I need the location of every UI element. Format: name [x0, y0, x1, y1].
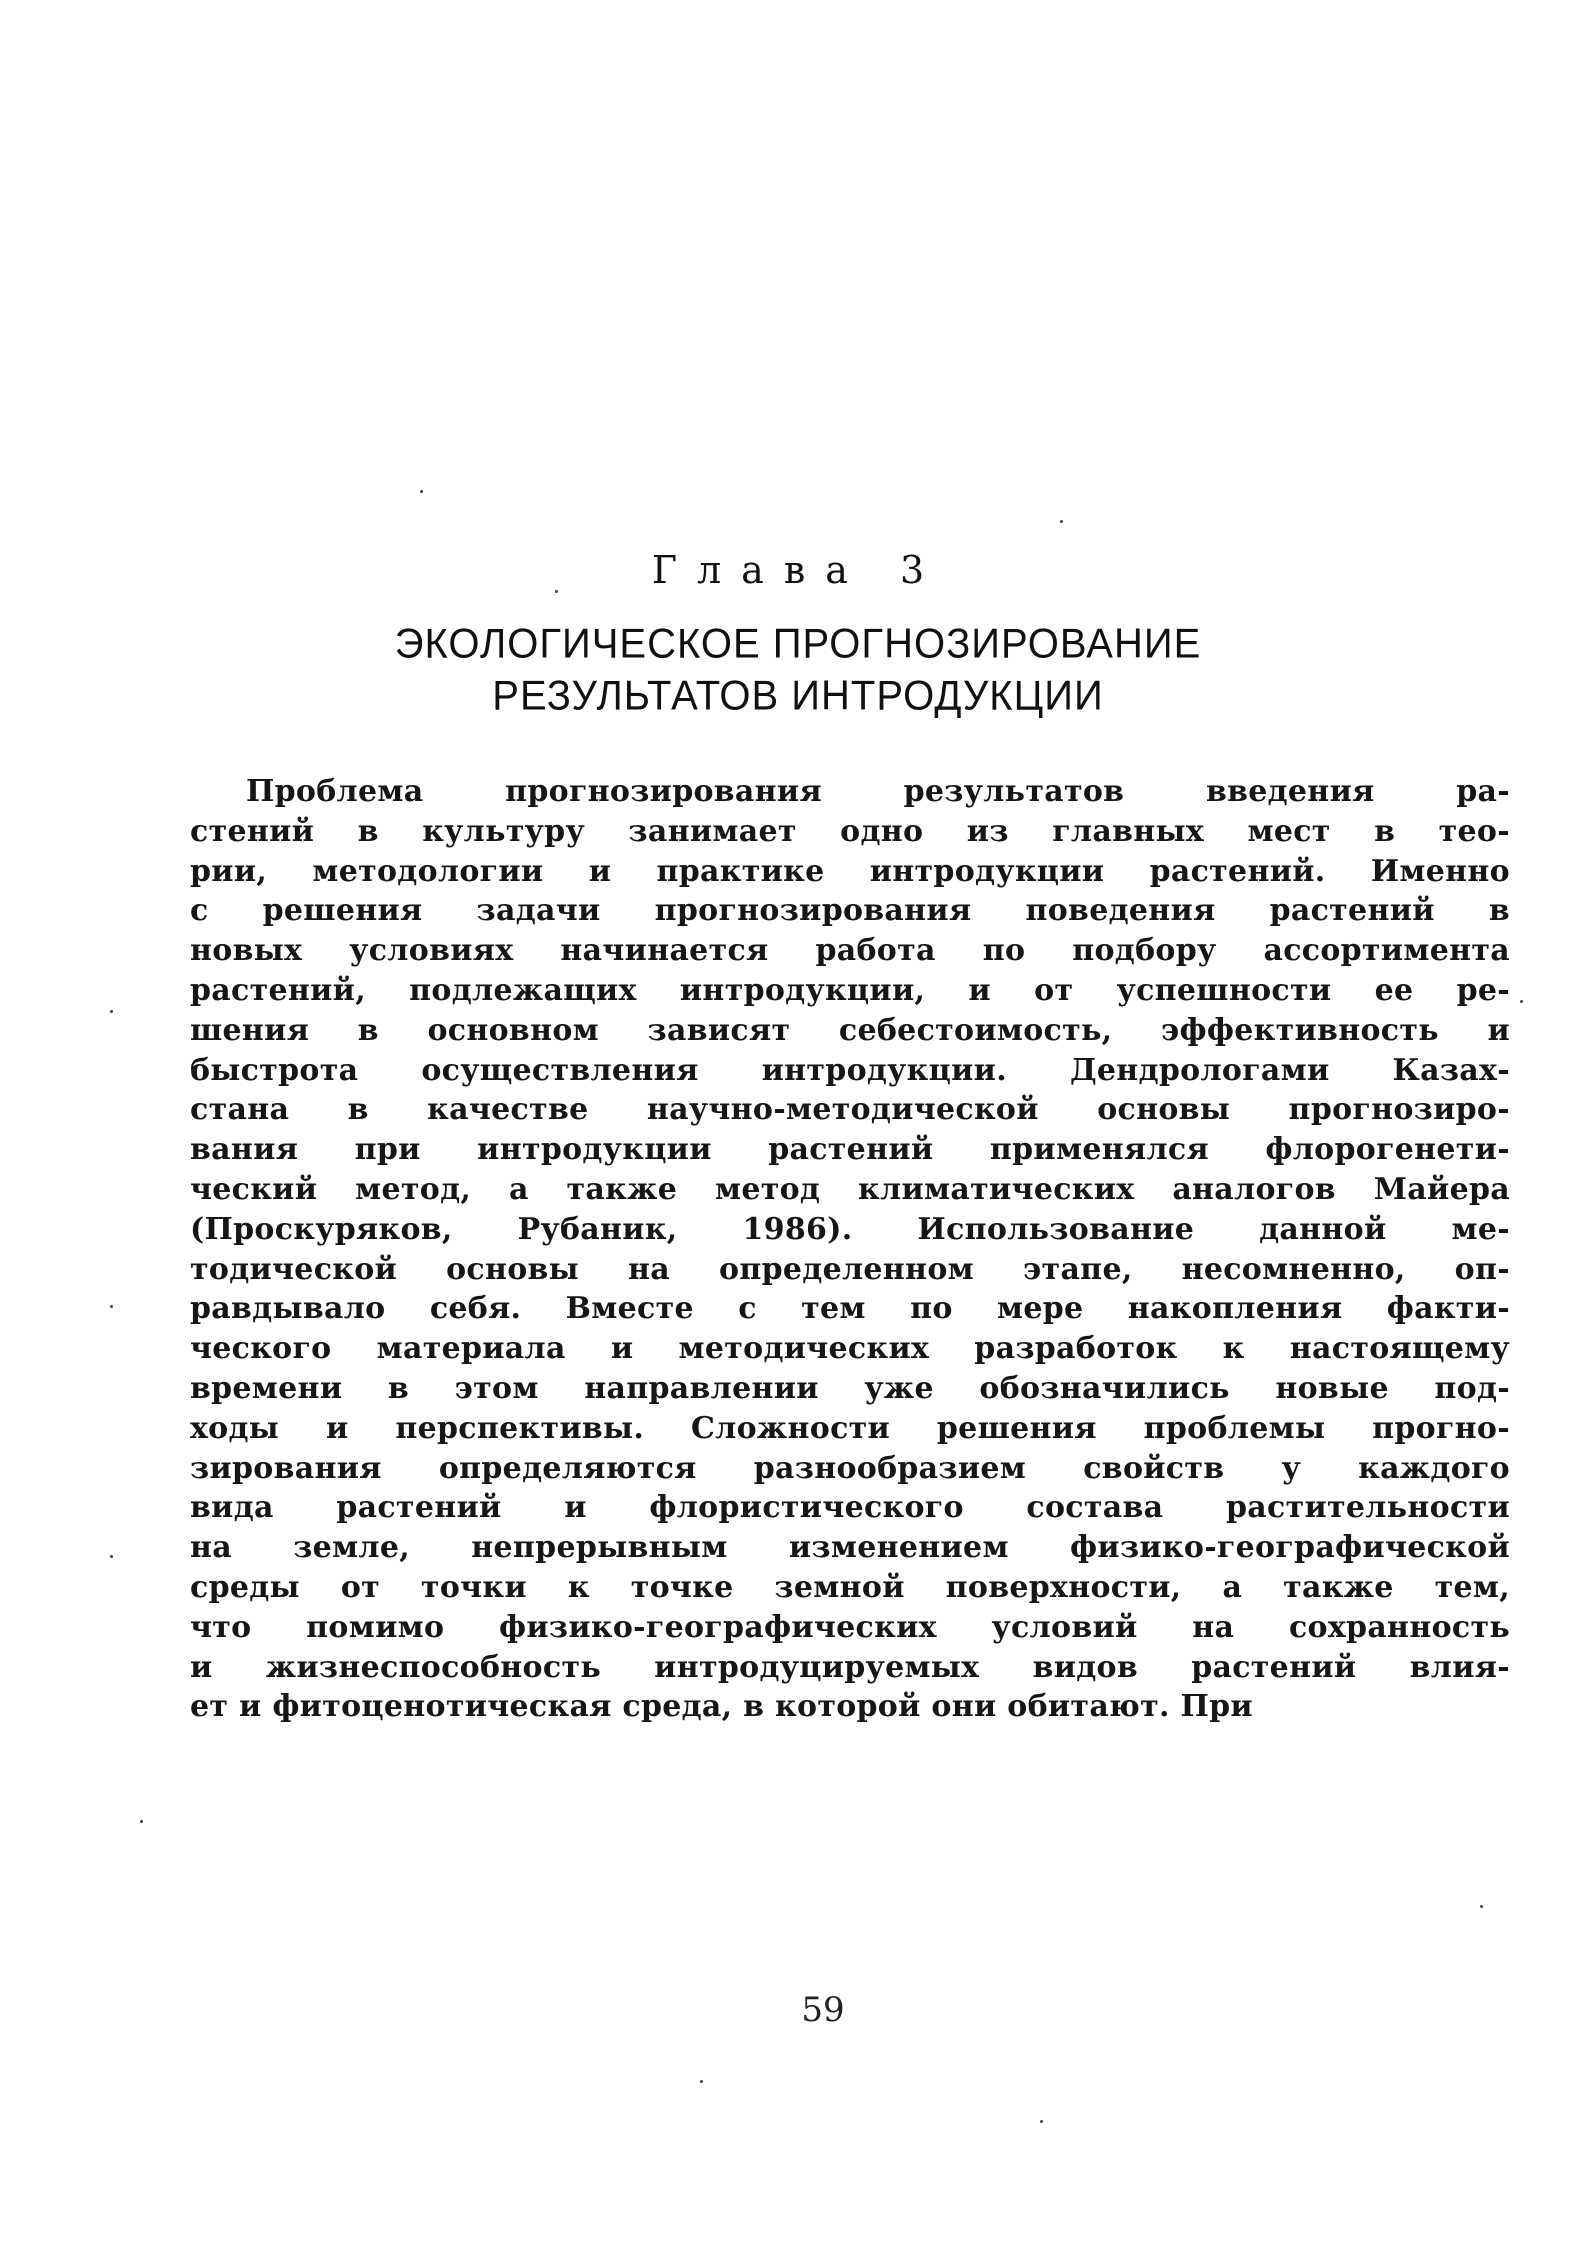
text-line: стана в качестве научно-методической основы прогнозиро-: [190, 1092, 1510, 1128]
text-line: что помимо физико-географических условий на сохранность: [190, 1609, 1510, 1645]
chapter-heading: Глава 3: [651, 548, 945, 592]
scan-speck: [700, 2080, 703, 2083]
text-line: рии, методологии и практике интродукции растений. Именно: [190, 853, 1510, 889]
text-line: растений, подлежащих интродукции, и от успешности ее ре-: [190, 972, 1510, 1008]
text-line: ходы и перспективы. Сложности решения проблемы прогно-: [190, 1410, 1510, 1446]
scan-speck: [1520, 1000, 1523, 1003]
text-line: шения в основном зависят себестоимость, эффективность и: [190, 1012, 1510, 1048]
text-line: новых условиях начинается работа по подбору ассортимента: [190, 933, 1510, 969]
text-line: времени в этом направлении уже обозначились новые под-: [190, 1370, 1510, 1406]
scan-speck: [420, 490, 423, 493]
page-number: 59: [801, 1990, 845, 2030]
text-line: Проблема прогнозирования результатов введения ра-: [246, 774, 1510, 809]
text-line: ческого материала и методических разработок к настоящему: [190, 1331, 1510, 1367]
scan-speck: [110, 1010, 113, 1013]
text-line: стений в культуру занимает одно из главных мест в тео-: [190, 813, 1510, 849]
text-line: (Проскуряков, Рубаник, 1986). Использование данной ме-: [190, 1211, 1510, 1247]
scan-speck: [555, 590, 558, 593]
text-line: равдывало себя. Вместе с тем по мере накопления факти-: [190, 1291, 1510, 1327]
text-line: вида растений и флористического состава растительности: [190, 1490, 1510, 1526]
scan-speck: [1480, 1905, 1483, 1908]
scan-speck: [1040, 2120, 1043, 2123]
scan-speck: [140, 1820, 143, 1823]
chapter-title-line-2: РЕЗУЛЬТАТОВ ИНТРОДУКЦИИ: [492, 672, 1104, 720]
text-line: вания при интродукции растений применялся флорогенети-: [190, 1132, 1510, 1168]
scan-speck: [1060, 520, 1063, 523]
text-line: и жизнеспособность интродуцируемых видов растений влия-: [190, 1649, 1510, 1685]
text-line: на земле, непрерывным изменением физико-географической: [190, 1530, 1510, 1566]
chapter-title-line-1: ЭКОЛОГИЧЕСКОЕ ПРОГНОЗИРОВАНИЕ: [394, 620, 1202, 668]
text-line: зирования определяются разнообразием свойств у каждого: [190, 1450, 1510, 1486]
text-line: тодической основы на определенном этапе, несомненно, оп-: [190, 1251, 1510, 1287]
text-line: ческий метод, а также метод климатических аналогов Майера: [190, 1171, 1510, 1207]
scan-speck: [110, 1555, 113, 1558]
text-line: среды от точки к точке земной поверхности, а также тем,: [190, 1569, 1510, 1605]
body-paragraph: [190, 772, 1510, 1727]
scan-speck: [110, 1305, 113, 1308]
text-line: с решения задачи прогнозирования поведения растений в: [190, 893, 1510, 929]
text-line: ет и фитоценотическая среда, в которой они обитают. При: [190, 1689, 1253, 1725]
text-line: быстрота осуществления интродукции. Дендрологами Казах-: [190, 1052, 1510, 1088]
